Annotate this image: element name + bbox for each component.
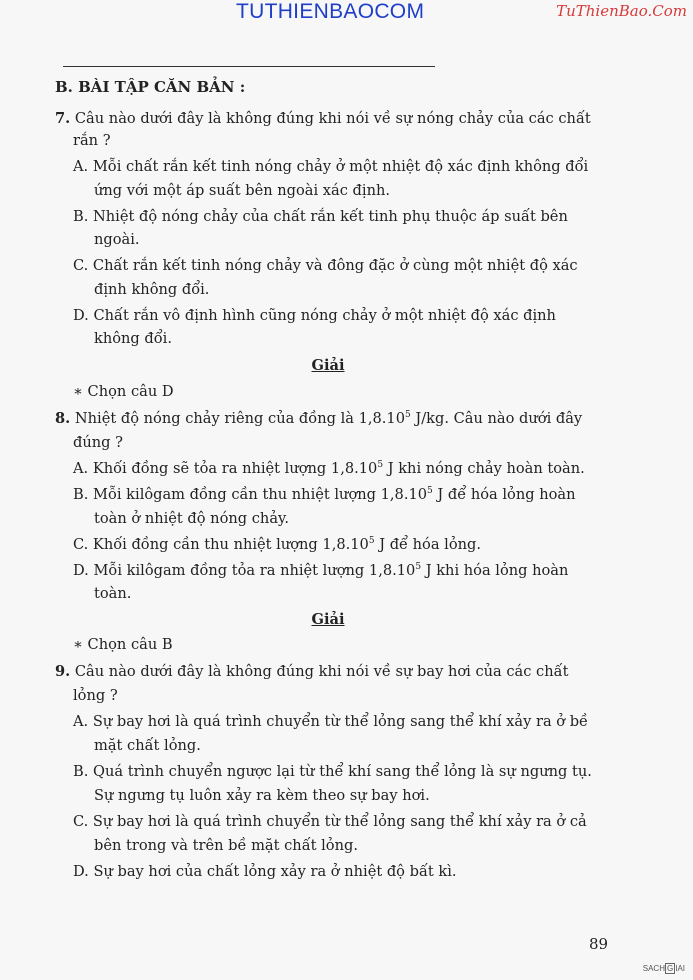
q8-option-d-cont: toàn. xyxy=(94,585,132,602)
question-8-line-2: đúng ? xyxy=(73,434,123,451)
question-number: 9. xyxy=(55,663,71,680)
q9-option-d: D. Sự bay hơi của chất lỏng xảy ra ở nhiệt độ bất kì. xyxy=(73,863,457,880)
section-title: B. BÀI TẬP CĂN BẢN : xyxy=(55,78,246,96)
q7-solution-heading: Giải xyxy=(311,357,345,374)
q8-solution-heading: Giải xyxy=(311,611,345,628)
top-divider xyxy=(63,66,435,67)
question-9-line-1 xyxy=(55,661,568,683)
q7-option-a-cont: ứng với một áp suất bên ngoài xác định. xyxy=(94,182,391,199)
q9-option-a-cont: mặt chất lỏng. xyxy=(94,737,201,754)
site-logo: TuThienBao.Com xyxy=(556,2,687,20)
question-9-line-2: lỏng ? xyxy=(73,687,118,704)
q8-option-c: C. Khối đồng cần thu nhiệt lượng 1,8.10$^5$ J để hóa lỏng. xyxy=(73,536,482,553)
q9-option-c-cont: bên trong và trên bề mặt chất lỏng. xyxy=(94,837,358,854)
q7-option-b-cont: ngoài. xyxy=(94,231,140,248)
q7-option-a: A. Mỗi chất rắn kết tinh nóng chảy ở một nhiệt độ xác định không đổi xyxy=(73,158,589,175)
q9-option-c: C. Sự bay hơi là quá trình chuyển từ thể lỏng sang thể khí xảy ra ở cả xyxy=(73,813,587,830)
q7-option-d-cont: không đổi. xyxy=(94,330,172,347)
question-number: 7. xyxy=(55,110,71,127)
question-8-line-1 xyxy=(55,408,582,430)
q7-option-b: B. Nhiệt độ nóng chảy của chất rắn kết tinh phụ thuộc áp suất bên xyxy=(73,208,568,225)
q7-option-c: C. Chất rắn kết tinh nóng chảy và đông đặc ở cùng một nhiệt độ xác xyxy=(73,257,578,274)
q8-option-b: B. Mỗi kilôgam đồng cần thu nhiệt lượng 1,8.10$^5$ J để hóa lỏng hoàn xyxy=(73,486,576,503)
question-7-line-1 xyxy=(55,108,591,130)
question-text: Câu nào dưới đây là không đúng khi nói về sự bay hơi của các chất xyxy=(74,663,569,680)
question-text: Câu nào dưới đây là không đúng khi nói về sự nóng chảy của các chất xyxy=(74,110,591,127)
q7-option-d: D. Chất rắn vô định hình cũng nóng chảy ở một nhiệt độ xác định xyxy=(73,307,556,324)
site-title: TUTHIENBAOCOM xyxy=(236,0,425,23)
question-number: 8. xyxy=(55,410,71,427)
question-7-line-2: rắn ? xyxy=(73,132,111,149)
q8-answer: ∗ Chọn câu B xyxy=(73,636,173,653)
q8-option-a: A. Khối đồng sẽ tỏa ra nhiệt lượng 1,8.10$^5$ J khi nóng chảy hoàn toàn. xyxy=(73,460,585,477)
q8-option-d: D. Mỗi kilôgam đồng tỏa ra nhiệt lượng 1,8.10$^5$ J khi hóa lỏng hoàn xyxy=(73,562,569,579)
question-text-cont: J/kg. Câu nào dưới đây xyxy=(410,410,583,427)
q9-option-b: B. Quá trình chuyển ngược lại từ thể khí sang thể lỏng là sự ngưng tụ. xyxy=(73,763,592,780)
q9-option-b-cont: Sự ngưng tụ luôn xảy ra kèm theo sự bay hơi. xyxy=(94,787,430,804)
q8-option-b-cont: toàn ở nhiệt độ nóng chảy. xyxy=(94,510,289,527)
exponent: 5 xyxy=(405,410,411,420)
question-text: Nhiệt độ nóng chảy riêng của đồng là 1,8.10 xyxy=(74,410,406,427)
q9-option-a: A. Sự bay hơi là quá trình chuyển từ thể lỏng sang thể khí xảy ra ở bề xyxy=(73,713,589,730)
q7-option-c-cont: định không đổi. xyxy=(94,281,210,298)
footer-logo: SACH G IAI xyxy=(642,964,685,973)
q7-answer: ∗ Chọn câu D xyxy=(73,383,174,400)
page-number: 89 xyxy=(589,935,609,953)
